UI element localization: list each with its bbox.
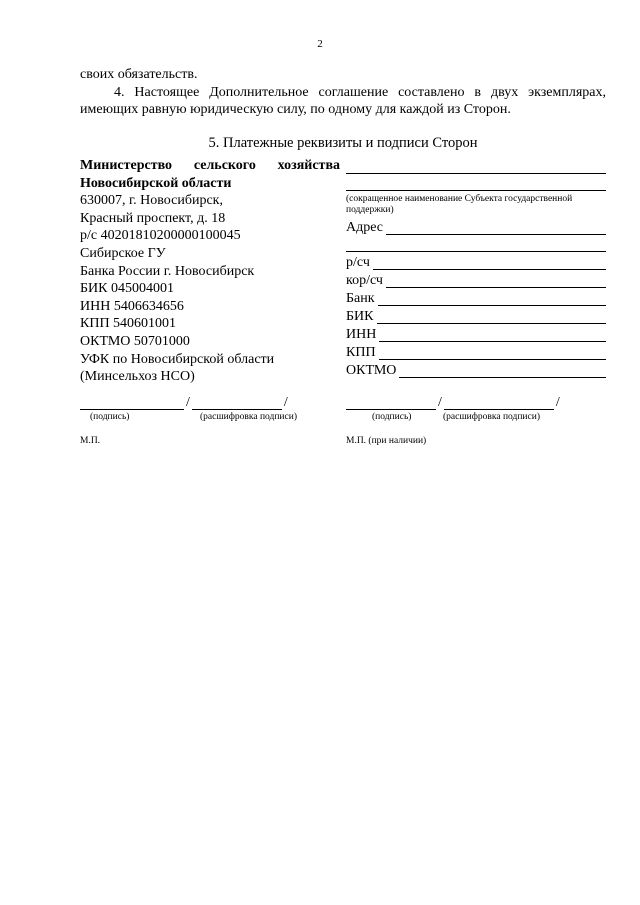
account-label: р/сч bbox=[346, 255, 370, 270]
ministry-oktmo: ОКТМО 50701000 bbox=[80, 333, 190, 349]
ministry-kpp: КПП 540601001 bbox=[80, 316, 177, 332]
ministry-decode-blank[interactable] bbox=[192, 395, 282, 410]
corr-account-field[interactable] bbox=[346, 271, 606, 288]
page-number: 2 bbox=[317, 38, 323, 50]
oktmo-blank[interactable] bbox=[399, 363, 606, 378]
ministry-name-line-2: Новосибирской области bbox=[80, 175, 232, 191]
subject-name-blank-1[interactable] bbox=[346, 157, 606, 174]
subject-decode-caption: (расшифровка подписи) bbox=[443, 412, 540, 422]
address-label: Адрес bbox=[346, 220, 384, 235]
inn-field[interactable] bbox=[346, 325, 606, 342]
ministry-requisites bbox=[80, 157, 340, 386]
bik-field[interactable] bbox=[346, 307, 606, 324]
kpp-field[interactable] bbox=[346, 343, 606, 360]
inn-label: ИНН bbox=[346, 327, 377, 342]
subject-stamp-place: М.П. (при наличии) bbox=[346, 436, 427, 446]
bik-label: БИК bbox=[346, 309, 374, 324]
subject-name-blank-2[interactable] bbox=[346, 176, 606, 191]
ministry-signature-blank[interactable] bbox=[80, 395, 184, 410]
bik-blank[interactable] bbox=[377, 309, 607, 324]
subject-decode-blank[interactable] bbox=[444, 395, 554, 410]
ministry-signature-block bbox=[80, 393, 297, 422]
ministry-stamp-place: М.П. bbox=[80, 436, 101, 446]
ministry-ufk: УФК по Новосибирской области bbox=[80, 351, 275, 367]
continuation-text: своих обязательств. bbox=[80, 67, 198, 82]
slash: / bbox=[186, 395, 190, 410]
address-field[interactable] bbox=[346, 218, 606, 235]
inn-blank[interactable] bbox=[379, 327, 606, 342]
ministry-account: р/с 40201810200000100045 bbox=[80, 228, 241, 244]
ministry-bik: БИК 045004001 bbox=[80, 281, 174, 297]
ministry-short-name: (Минсельхоз НСО) bbox=[80, 369, 195, 385]
slash: / bbox=[283, 395, 288, 410]
corr-account-label: кор/сч bbox=[346, 273, 383, 288]
ministry-decode-caption: (расшифровка подписи) bbox=[200, 412, 297, 422]
subject-requisites bbox=[346, 157, 606, 378]
corr-account-blank[interactable] bbox=[386, 273, 606, 288]
ministry-name-line-1: Министерство сельского хозяйства bbox=[80, 158, 340, 173]
oktmo-field[interactable] bbox=[346, 361, 606, 378]
subject-signature-blank[interactable] bbox=[346, 395, 436, 410]
account-blank[interactable] bbox=[373, 255, 606, 270]
address-blank[interactable] bbox=[386, 220, 606, 235]
ministry-bank-2: Банка России г. Новосибирск bbox=[80, 263, 255, 279]
subject-signature-block bbox=[346, 393, 562, 422]
kpp-blank[interactable] bbox=[379, 345, 606, 360]
ministry-address-street: Красный проспект, д. 18 bbox=[80, 210, 226, 226]
subject-name-hint: (сокращенное наименование Субъекта государственной поддержки) bbox=[346, 194, 573, 215]
ministry-signature-caption: (подпись) bbox=[90, 412, 130, 422]
subject-signature-caption: (подпись) bbox=[372, 412, 412, 422]
section-title: 5. Платежные реквизиты и подписи Сторон bbox=[208, 135, 478, 151]
bank-label: Банк bbox=[346, 291, 375, 306]
kpp-label: КПП bbox=[346, 345, 376, 360]
ministry-bank-1: Сибирское ГУ bbox=[80, 245, 166, 261]
bank-field[interactable] bbox=[346, 289, 606, 306]
ministry-inn: ИНН 5406634656 bbox=[80, 298, 184, 314]
clause-4: 4. Настоящее Дополнительное соглашение составлено в двух экземплярах, имеющих равную юридическую силу, по одному для каждой из Сторон. bbox=[80, 85, 606, 117]
account-field[interactable] bbox=[346, 253, 606, 270]
ministry-address-line: 630007, г. Новосибирск, bbox=[80, 193, 223, 209]
slash: / bbox=[555, 395, 560, 410]
address-blank-2[interactable] bbox=[346, 237, 606, 252]
slash: / bbox=[438, 395, 442, 410]
bank-blank[interactable] bbox=[378, 291, 606, 306]
oktmo-label: ОКТМО bbox=[346, 363, 397, 378]
